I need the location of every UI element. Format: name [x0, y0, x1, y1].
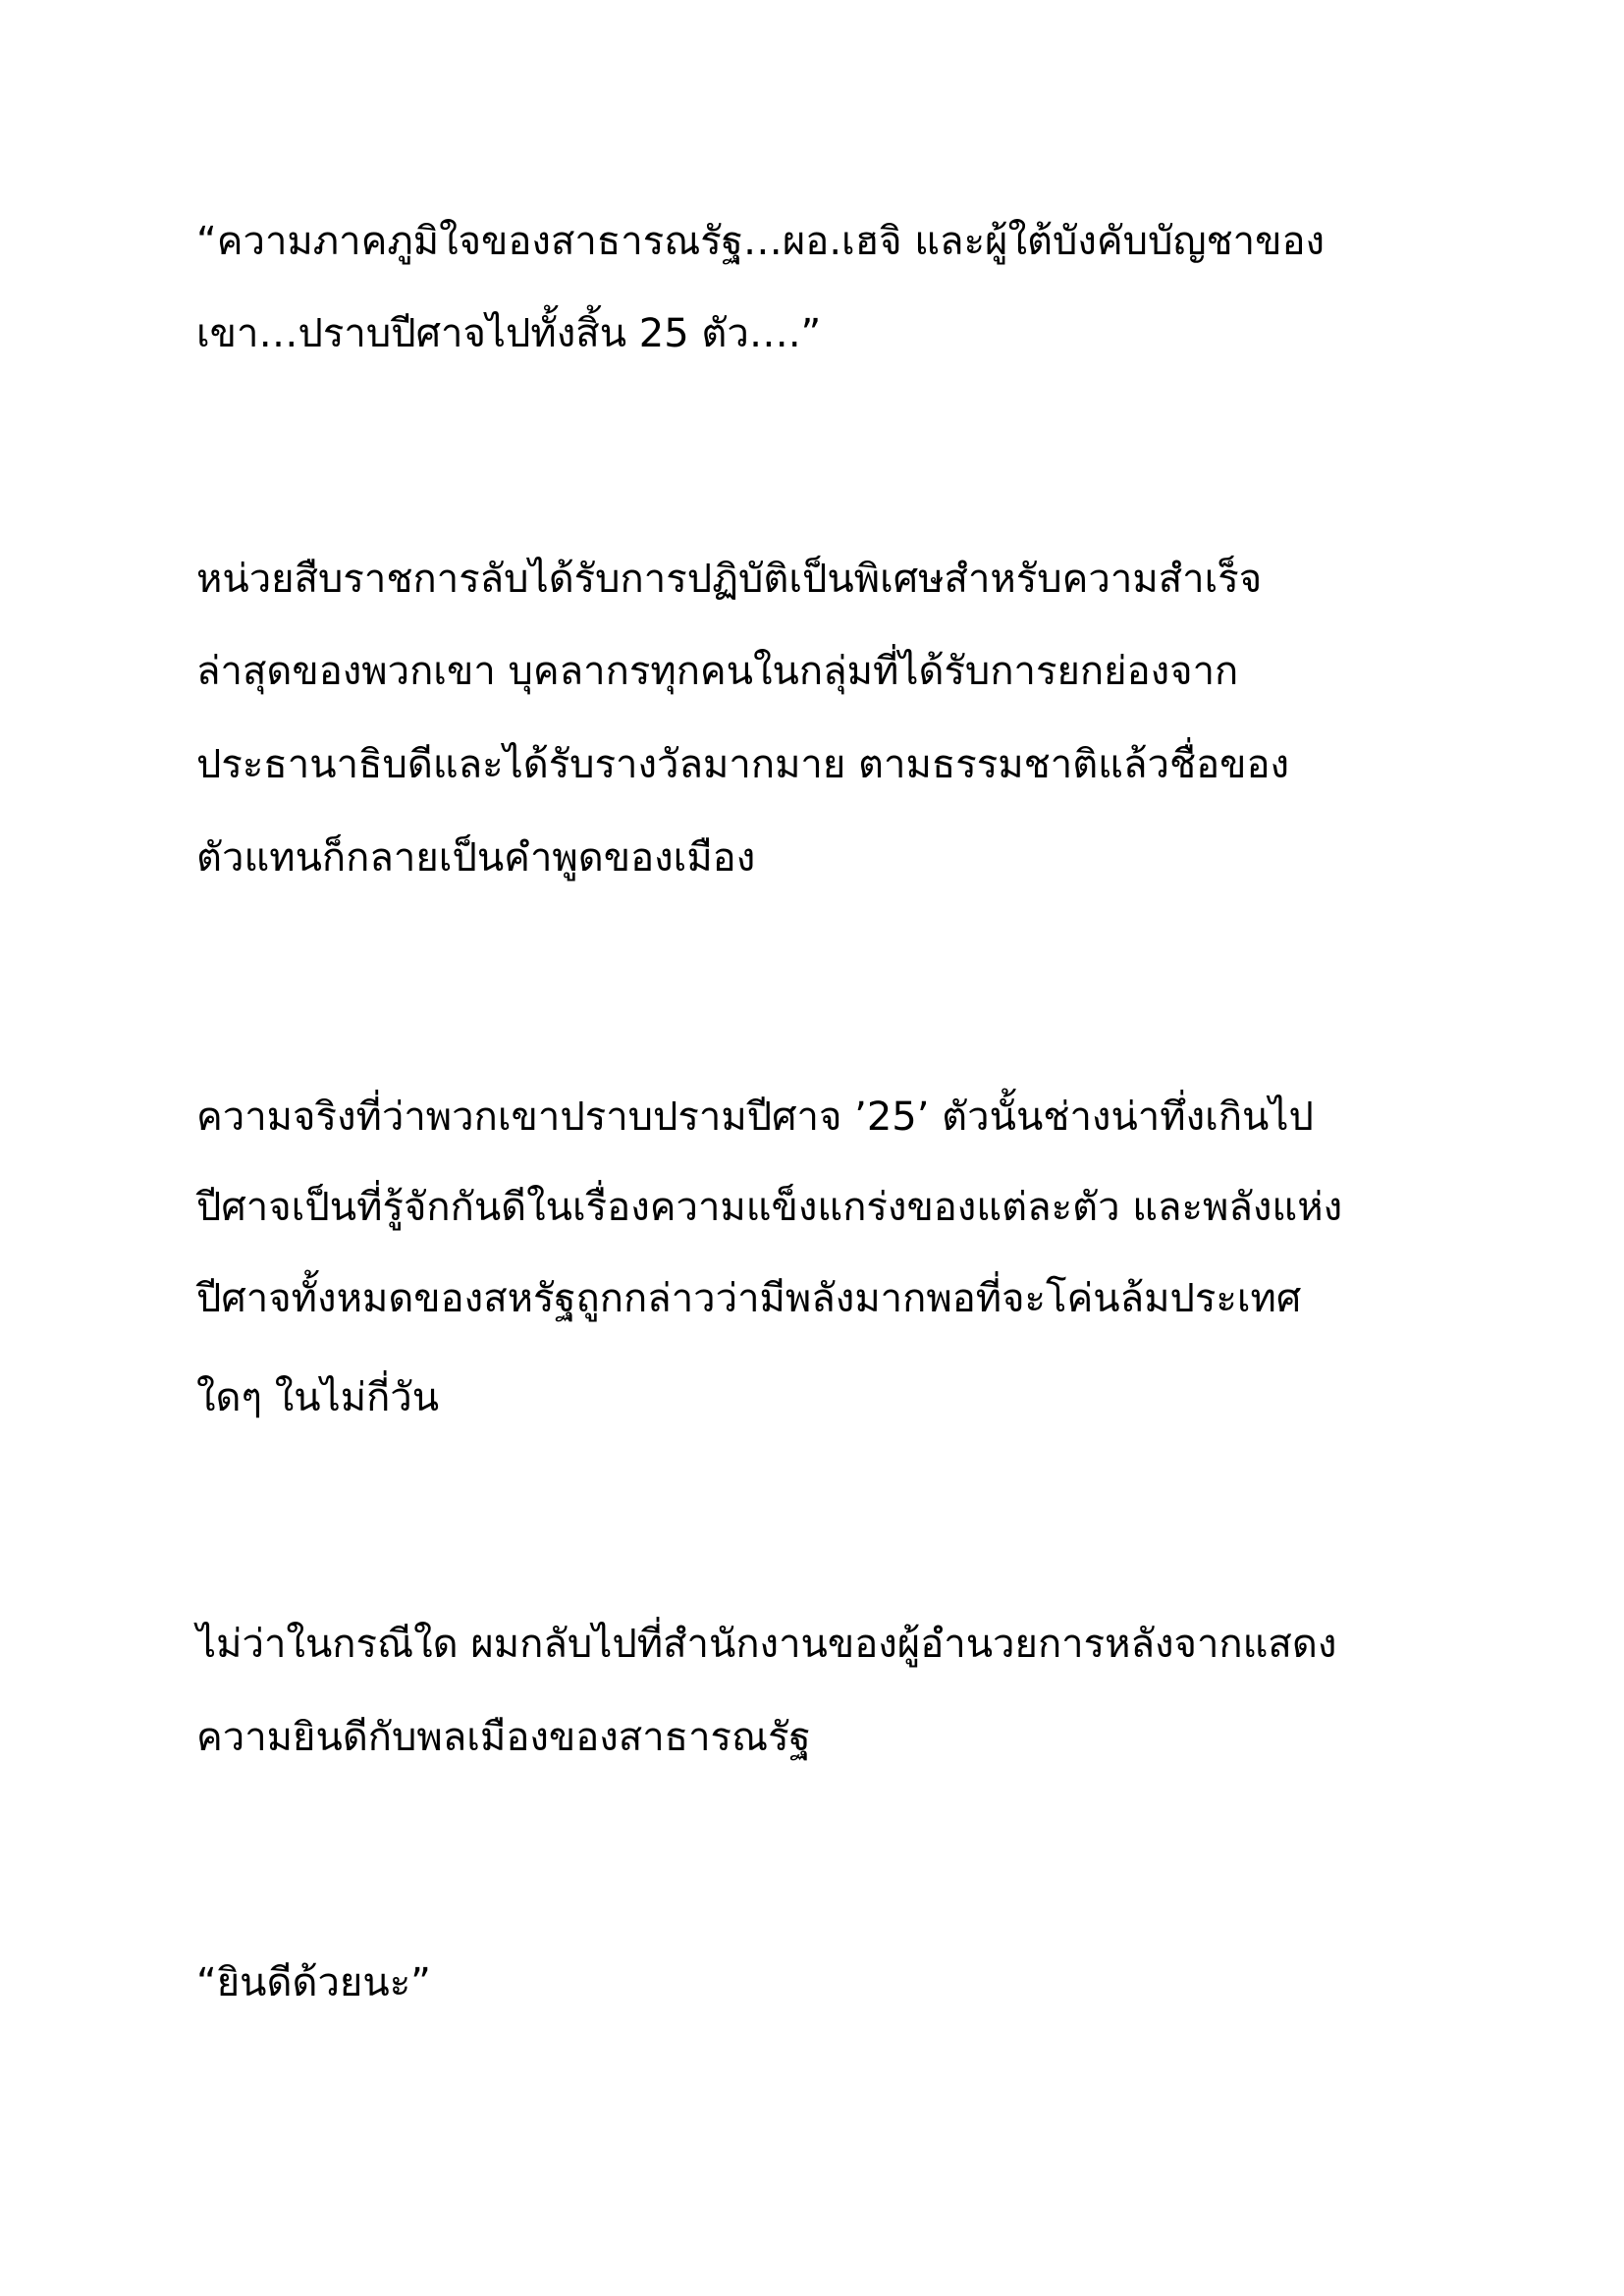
paragraph-2-line-4: ตัวแทนก็กลายเป็นคำพูดของเมือง [196, 835, 756, 881]
paragraph-1-line-2: เขา…ปราบปีศาจไปทั้งสิ้น 25 ตัว….” [196, 311, 822, 356]
paragraph-3-line-3: ปีศาจทั้งหมดของสหรัฐถูกกล่าวว่ามีพลังมากพอที่จะโค่นล้มประเทศ [196, 1276, 1302, 1321]
paragraph-2-line-1: หน่วยสืบราชการลับได้รับการปฏิบัติเป็นพิเศษสำหรับความสำเร็จ [196, 557, 1263, 602]
paragraph-2-line-2: ล่าสุดของพวกเขา บุคลากรทุกคนในกลุ่มที่ได้รับการยกย่องจาก [196, 649, 1239, 694]
paragraph-1-line-1: “ความภาคภูมิใจของสาธารณรัฐ…ผอ.เฮจิ และผู้ใต้บังคับบัญชาของ [196, 219, 1326, 264]
paragraph-3-line-2: ปีศาจเป็นที่รู้จักกันดีในเรื่องความแข็งแกร่งของแต่ละตัว และพลังแห่ง [196, 1185, 1343, 1230]
paragraph-4-line-2: ความยินดีกับพลเมืองของสาธารณรัฐ [196, 1715, 811, 1760]
paragraph-3-line-4: ใดๆ ในไม่กี่วัน [196, 1375, 440, 1420]
paragraph-4-line-1: ไม่ว่าในกรณีใด ผมกลับไปที่สำนักงานของผู้อำนวยการหลังจากแสดง [196, 1622, 1337, 1667]
paragraph-2-line-3: ประธานาธิบดีและได้รับรางวัลมากมาย ตามธรรมชาติแล้วชื่อของ [196, 742, 1290, 787]
paragraph-3-line-1: ความจริงที่ว่าพวกเขาปราบปรามปีศาจ ’25’ ตัวนั้นช่างน่าทึ่งเกินไป [196, 1095, 1314, 1140]
paragraph-5-line-1: “ยินดีด้วยนะ” [196, 1960, 431, 2005]
